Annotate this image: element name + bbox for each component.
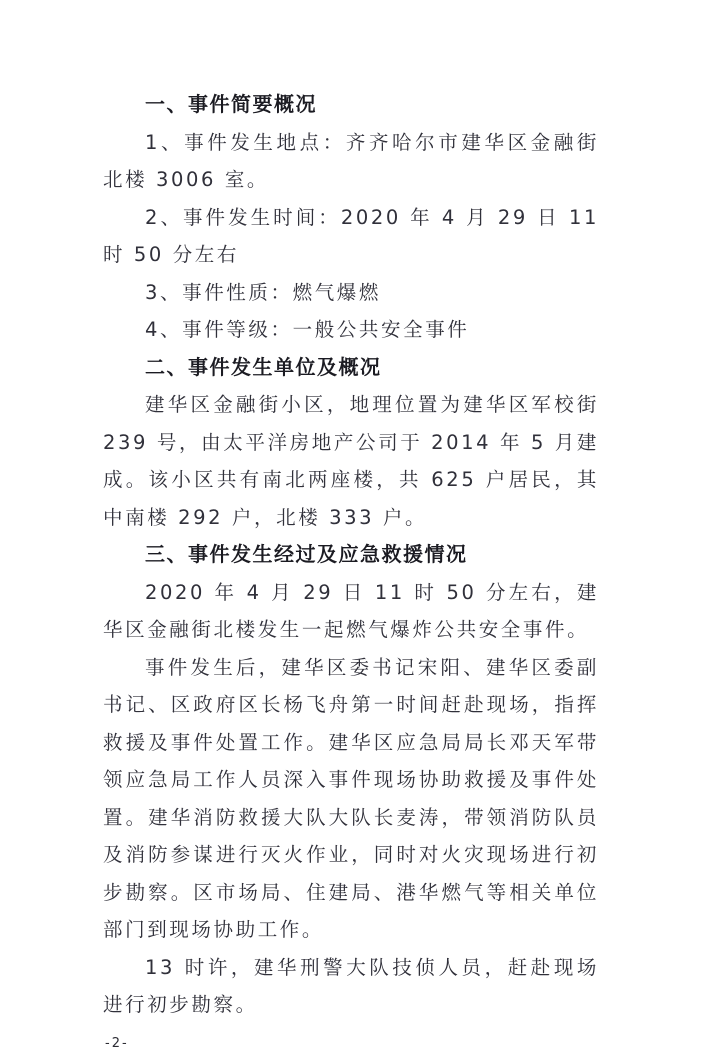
item-incident-location: 1、事件发生地点：齐齐哈尔市建华区金融街北楼 3006 室。 (103, 130, 599, 191)
page-number: -2- (105, 1035, 129, 1051)
paragraph-emergency-response: 事件发生后，建华区委书记宋阳、建华区委副书记、区政府区长杨飞舟第一时间赶赴现场，指挥救援及事件处置工作。建华区应急局局长邓天军带领应急局工作人员深入事件现场协助救援及事件处置。建华消防救援大队大队长麦涛，带领消防队员及消防参谋进行灭火作业，同时对火灾现场进行初步勘察。区市场局、住建局、港华燃气等相关单位部门到现场协助工作。 (103, 655, 599, 941)
paragraph-community-overview: 建华区金融街小区，地理位置为建华区军校街 239 号，由太平洋房地产公司于 2014 年 5 月建成。该小区共有南北两座楼，共 625 户居民，其中南楼 292 户，北楼 333 户。 (103, 393, 599, 529)
document-body (103, 86, 599, 1024)
section-2-heading: 二、事件发生单位及概况 (145, 354, 382, 379)
section-3-heading: 三、事件发生经过及应急救援情况 (145, 542, 468, 566)
section-1-heading: 一、事件简要概况 (145, 92, 317, 116)
item-incident-time: 2、事件发生时间：2020 年 4 月 29 日 11 时 50 分左右 (103, 205, 599, 266)
item-incident-level: 4、事件等级：一般公共安全事件 (145, 318, 470, 341)
item-incident-nature: 3、事件性质：燃气爆燃 (145, 280, 382, 304)
paragraph-incident-occurrence: 2020 年 4 月 29 日 11 时 50 分左右，建华区金融街北楼发生一起燃气爆炸公共安全事件。 (103, 580, 599, 641)
paragraph-police-investigation: 13 时许，建华刑警大队技侦人员，赶赴现场进行初步勘察。 (103, 955, 599, 1016)
